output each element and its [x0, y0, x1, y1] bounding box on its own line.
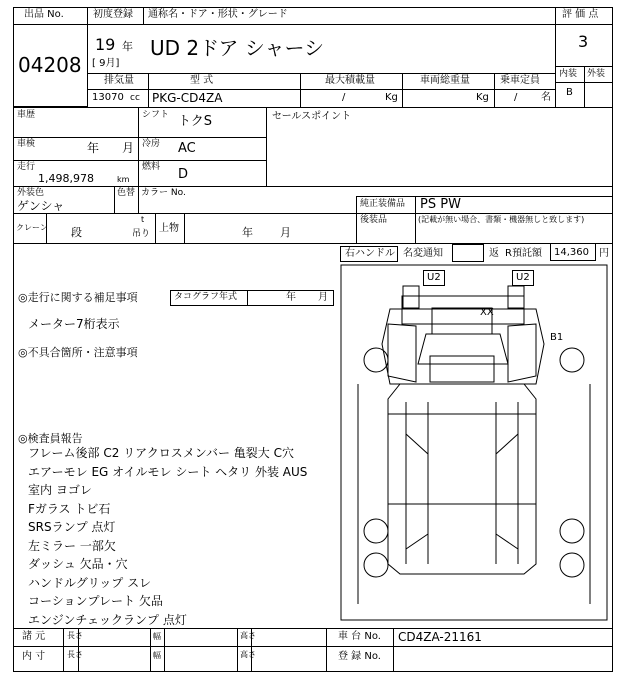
interior-label: 内装	[559, 69, 578, 79]
width-label-2: 幅	[153, 651, 161, 660]
inspector-line: 左ミラー 一部欠	[28, 538, 116, 553]
return-label: 返	[489, 248, 499, 259]
color-change-label: 色替	[117, 188, 136, 198]
lot-number: 04208	[18, 53, 82, 77]
crane-stages: 段	[71, 226, 82, 239]
crane-ton: t	[141, 215, 145, 224]
inspector-line: ハンドルグリップ スレ	[28, 575, 152, 590]
supplementary-label: ◎走行に関する補足事項	[18, 291, 138, 304]
capacity-label: 乗車定員	[500, 75, 540, 86]
name-change-label: 名変通知	[403, 248, 443, 259]
aircon-value: AC	[178, 141, 196, 156]
inspector-line: フレーム後部 C2 リアクロスメンバー 亀裂大 C穴	[28, 446, 294, 460]
inspector-line: ダッシュ 欠品・穴	[28, 557, 128, 571]
width-label-1: 幅	[153, 632, 161, 641]
upper-label: 上物	[159, 223, 179, 234]
name-change-checkbox	[452, 244, 484, 262]
fuel-value: D	[178, 167, 189, 182]
inspector-line: コーションプレート 欠品	[28, 594, 163, 608]
supplementary-line: メーター7桁表示	[28, 317, 120, 331]
fuel-label: 燃料	[142, 162, 161, 172]
damage-code-front-right: U2	[512, 270, 534, 286]
inspector-line: エアーモレ EG オイルモレ シート ヘタリ 外装 AUS	[28, 464, 308, 479]
upper-month: 月	[280, 226, 291, 239]
length-label-1: 長さ	[67, 631, 83, 640]
lot-label: 出品 No.	[24, 9, 64, 20]
inspection-year: 年	[87, 141, 100, 155]
damage-code-cab: XX	[480, 307, 494, 318]
inspector-lines	[28, 447, 307, 632]
inspector-line: SRSランプ 点灯	[28, 520, 116, 534]
mileage-unit: km	[117, 175, 130, 184]
defects-label: ◎不具合箇所・注意事項	[18, 346, 138, 359]
capacity-unit: 名	[541, 92, 551, 103]
dimensions-label: 諸 元	[22, 631, 46, 642]
aircon-label: 冷房	[142, 139, 161, 149]
first-reg-label: 初度登録	[93, 9, 133, 20]
r-prediction-value: 14,360	[554, 247, 589, 258]
right-hand-label: 右ハンドル	[345, 248, 395, 259]
color-no-label: カラー No.	[141, 188, 186, 198]
history-label: 車歴	[17, 110, 36, 120]
reg-year: 19	[95, 35, 116, 54]
kg-unit-2: Kg	[476, 92, 489, 103]
aftermarket-label: 後装品	[360, 215, 388, 225]
exterior-label: 外装	[587, 69, 606, 79]
equipment-label: 純正装備品	[360, 199, 406, 209]
inspector-line: Fガラス トビ石	[28, 501, 111, 516]
model-code-label: 型 式	[190, 75, 214, 86]
equipment-value: PS PW	[420, 197, 461, 212]
model-name: UD 2ドア シャーシ	[150, 36, 325, 60]
damage-code-side: B1	[550, 332, 564, 343]
upper-year: 年	[242, 226, 253, 239]
inspector-label: ◎検査員報告	[18, 432, 83, 445]
mileage-value: 1,498,978	[38, 172, 94, 185]
mileage-label: 走行	[17, 162, 36, 172]
max-load-slash: /	[342, 92, 346, 103]
displacement-label: 排気量	[104, 75, 134, 86]
cc-unit: cc	[130, 93, 140, 103]
registration-no-label: 登 録 No.	[338, 651, 381, 662]
interior-dim-label: 内 寸	[22, 651, 46, 662]
inspection-label: 車検	[17, 139, 36, 149]
capacity-slash: /	[514, 92, 518, 103]
max-load-label: 最大積載量	[325, 75, 375, 86]
color-value: ゲンシャ	[17, 199, 65, 213]
model-code-value: PKG-CD4ZA	[152, 91, 223, 105]
truck-diagram	[340, 264, 610, 622]
shift-value: トクS	[178, 114, 212, 129]
tachograph-year: 年	[286, 292, 296, 303]
grade-value: 3	[578, 32, 589, 51]
tachograph-month: 月	[318, 292, 328, 303]
chassis-no-label: 車 台 No.	[338, 631, 381, 642]
interior-grade: B	[566, 87, 573, 98]
kg-unit-1: Kg	[385, 92, 398, 103]
inspection-month: 月	[122, 141, 135, 155]
color-label: 外装色	[17, 188, 45, 198]
displacement-value: 13070	[92, 92, 124, 103]
sales-point-label: セールスポイント	[272, 111, 352, 122]
height-label-1: 高さ	[240, 631, 256, 640]
crane-hoist: 吊り	[132, 229, 151, 239]
shift-label: シフト	[142, 110, 170, 120]
grade-label: 評 価 点	[562, 9, 599, 20]
damage-code-front-left: U2	[423, 270, 445, 286]
length-label-2: 長さ	[67, 650, 83, 659]
model-label: 通称名・ドア・形状・グレード	[148, 9, 288, 20]
yen-unit: 円	[599, 248, 609, 259]
inspector-line: エンジンチェックランプ 点灯	[28, 612, 187, 627]
crane-label: クレーン	[16, 223, 48, 232]
tachograph-label: タコグラフ年式	[174, 292, 238, 302]
reg-year-unit: 年	[122, 40, 133, 53]
gross-weight-label: 車両総重量	[420, 75, 470, 86]
r-prediction-label: R預託額	[505, 248, 542, 259]
inspector-line: 室内 ヨゴレ	[28, 483, 92, 497]
reg-month: [ 9月]	[92, 58, 120, 69]
aftermarket-note: (記載が無い場合、書類・機器無しと致します)	[418, 215, 585, 224]
chassis-no-value: CD4ZA-21161	[398, 630, 482, 644]
height-label-2: 高さ	[240, 650, 256, 659]
